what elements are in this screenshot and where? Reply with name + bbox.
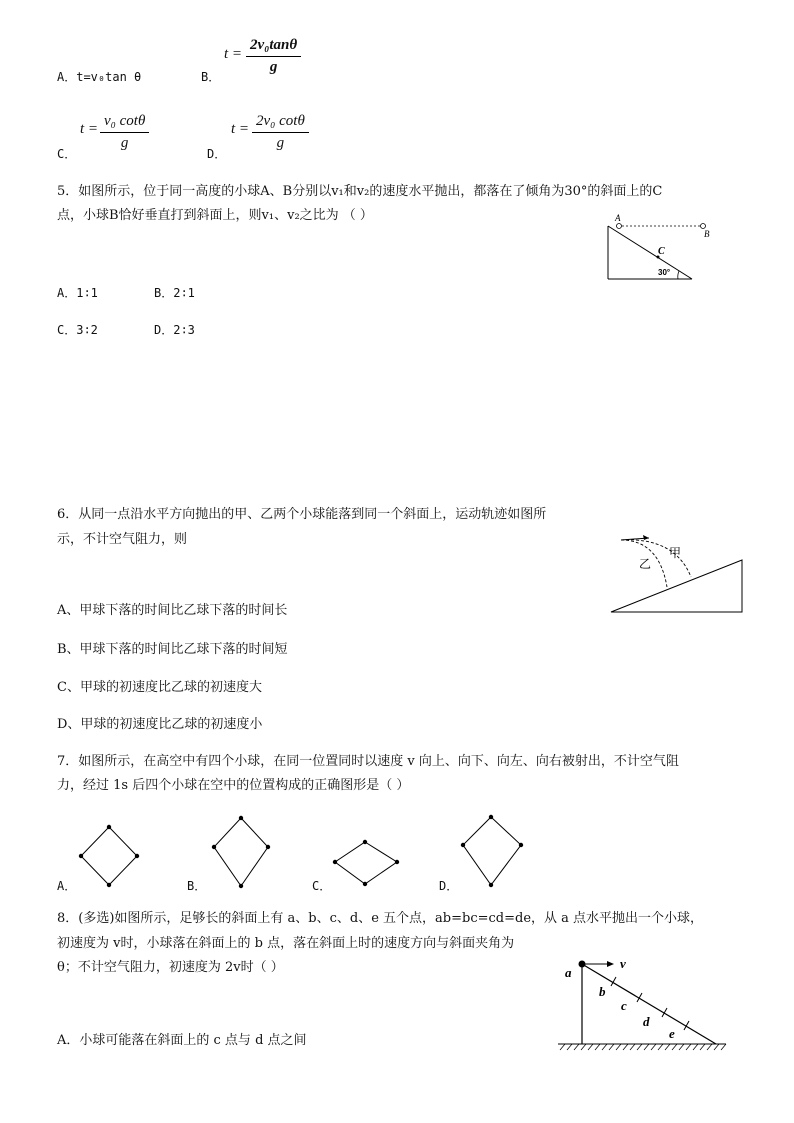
q7-option-d-shape bbox=[459, 813, 527, 889]
q6-option-b: B、甲球下落的时间比乙球下落的时间短 bbox=[57, 642, 288, 657]
q7-b-kite bbox=[214, 818, 268, 886]
q7-d-kite bbox=[463, 817, 521, 885]
q5-label-a: A bbox=[615, 213, 621, 223]
q5-option-d: D．2∶3 bbox=[154, 323, 195, 337]
q7-a-square bbox=[81, 827, 137, 885]
q4-option-d-label: D． bbox=[207, 147, 227, 161]
q8-arrow-head bbox=[607, 961, 614, 967]
q7-a-dot bbox=[135, 854, 139, 858]
q8-label-c: c bbox=[621, 998, 627, 1013]
q7-b-dot bbox=[212, 845, 216, 849]
q6-incline bbox=[611, 560, 742, 612]
q6-option-d: D、甲球的初速度比乙球的初速度小 bbox=[57, 717, 263, 732]
q5-option-b: B．2∶1 bbox=[154, 286, 195, 300]
q4-option-d-fraction bbox=[252, 113, 309, 152]
q8-label-b: b bbox=[599, 984, 606, 999]
q4-option-a-label: A． bbox=[57, 70, 77, 84]
q7-a-dot bbox=[107, 825, 111, 829]
q6-stem-line2: 示，不计空气阻力，则 bbox=[57, 532, 188, 547]
q5-label-b: B bbox=[704, 229, 710, 239]
q7-option-a-shape bbox=[76, 823, 142, 889]
q5-stem-line1: 5．如图所示，位于同一高度的小球A、B分别以v₁和v₂的速度水平抛出，都落在了倾角为30°的斜面上的C bbox=[57, 184, 663, 199]
q4-option-c-denominator: g bbox=[120, 135, 129, 151]
q4-option-d-numerator: 2v₀ cotθ bbox=[252, 113, 309, 133]
q5-angle-arc bbox=[678, 271, 679, 279]
q5-label-c: C bbox=[658, 246, 665, 257]
q7-c-rhombus bbox=[335, 842, 397, 884]
q6-stem-line1: 6．从同一点沿水平方向抛出的甲、乙两个小球能落到同一个斜面上，运动轨迹如图所 bbox=[57, 507, 547, 522]
q4-option-b-denominator: g bbox=[269, 59, 278, 75]
q5-ball-a bbox=[617, 224, 622, 229]
q7-option-c-shape bbox=[331, 838, 405, 888]
q7-d-dot bbox=[519, 843, 523, 847]
q4-option-a-formula: t=v₀tan θ bbox=[76, 70, 142, 84]
q7-b-dot bbox=[266, 845, 270, 849]
q5-incline-slope bbox=[608, 226, 692, 279]
q4-option-d-lhs: t = bbox=[231, 121, 250, 137]
q8-figure bbox=[556, 950, 731, 1056]
q6-label-yi: 乙 bbox=[639, 557, 652, 571]
q5-stem-line2: 点，小球B恰好垂直打到斜面上，则v₁、v₂之比为 （ ） bbox=[57, 208, 373, 223]
q4-option-b-numerator: 2v₀tanθ bbox=[246, 37, 301, 57]
q7-option-d-label: D． bbox=[439, 879, 459, 893]
q4-option-c-numerator: v₀ cotθ bbox=[100, 113, 149, 133]
q5-figure bbox=[600, 212, 720, 284]
q8-label-d: d bbox=[643, 1014, 650, 1029]
q7-c-dot bbox=[363, 840, 367, 844]
q4-option-c-lhs: t = bbox=[80, 121, 99, 137]
q8-option-a: A．小球可能落在斜面上的 c 点与 d 点之间 bbox=[57, 1033, 307, 1048]
q4-option-d-denominator: g bbox=[276, 135, 285, 151]
q6-label-jia: 甲 bbox=[669, 546, 682, 560]
q7-b-dot bbox=[239, 816, 243, 820]
q7-option-b-shape bbox=[208, 814, 272, 890]
q4-option-b-lhs: t = bbox=[224, 46, 243, 62]
q4-option-a bbox=[57, 68, 141, 85]
q7-c-dot bbox=[363, 882, 367, 886]
q7-c-dot bbox=[395, 860, 399, 864]
q4-option-c-label: C． bbox=[57, 147, 77, 161]
q8-stem-line2: 初速度为 v时，小球落在斜面上的 b 点，落在斜面上时的速度方向与斜面夹角为 bbox=[57, 936, 515, 951]
q7-a-dot bbox=[79, 854, 83, 858]
q7-c-dot bbox=[333, 860, 337, 864]
q7-a-dot bbox=[107, 883, 111, 887]
q7-d-dot bbox=[489, 883, 493, 887]
q4-option-c-fraction bbox=[100, 113, 149, 152]
q4-option-b-label: B． bbox=[201, 70, 221, 84]
q4-option-b-fraction bbox=[246, 37, 301, 76]
q5-ball-b bbox=[701, 224, 706, 229]
q8-label-v: v bbox=[620, 956, 626, 971]
q7-stem-line2: 力，经过 1s 后四个小球在空中的位置构成的正确图形是（ ） bbox=[57, 778, 410, 793]
q6-option-a: A、甲球下落的时间比乙球下落的时间长 bbox=[57, 603, 288, 618]
q8-ground-hatch bbox=[560, 1044, 726, 1050]
q6-arrow-head bbox=[643, 535, 649, 540]
q7-d-dot bbox=[489, 815, 493, 819]
q7-d-dot bbox=[461, 843, 465, 847]
q7-option-a-label: A． bbox=[57, 879, 77, 893]
q8-label-a: a bbox=[565, 965, 572, 980]
q5-label-angle: 30° bbox=[658, 268, 671, 277]
q7-stem-line1: 7．如图所示，在高空中有四个小球，在同一位置同时以速度 v 向上、向下、向左、向右被射出，不计空气阻 bbox=[57, 754, 679, 769]
q7-option-b-label: B． bbox=[187, 879, 207, 893]
q6-figure bbox=[605, 532, 750, 618]
q7-option-c-label: C． bbox=[312, 879, 332, 893]
q8-stem-line3: θ；不计空气阻力，初速度为 2v时（ ） bbox=[57, 960, 284, 975]
q5-option-a: A．1∶1 bbox=[57, 286, 98, 300]
q7-b-dot bbox=[239, 884, 243, 888]
q8-label-e: e bbox=[669, 1026, 675, 1041]
q8-stem-line1: 8．(多选)如图所示，足够长的斜面上有 a、b、c、d、e 五个点，ab=bc=cd=de，从 a 点水平抛出一个小球， bbox=[57, 911, 704, 926]
q5-option-c: C．3∶2 bbox=[57, 323, 98, 337]
q8-ball bbox=[579, 961, 586, 968]
q8-incline bbox=[582, 964, 716, 1044]
q6-option-c: C、甲球的初速度比乙球的初速度大 bbox=[57, 680, 262, 695]
